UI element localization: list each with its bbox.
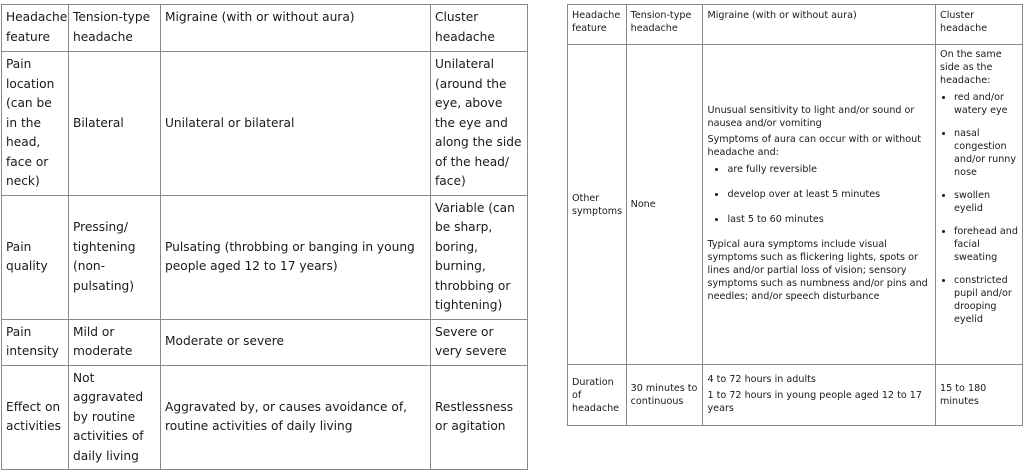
duration-young-text: 1 to 72 hours in young people aged 12 to 17 years [707, 389, 922, 414]
right-header-cluster: Cluster headache [936, 5, 1023, 45]
right-row-duration [568, 365, 1023, 426]
right-header-tension: Tension-type headache [626, 5, 703, 45]
right-row-other-symptoms [568, 45, 1023, 365]
left-header-migraine: Migraine (with or without aura) [161, 5, 431, 52]
left-header-row [2, 5, 528, 52]
effect-feature: Effect on activities [2, 365, 69, 470]
left-row-effect-on-activities [2, 365, 528, 470]
cluster-bullet-item: • nasal congestion and/or runny nose [954, 127, 1018, 179]
cluster-bullet-item: • swollen eyelid [954, 189, 1018, 215]
effect-migraine: Aggravated by, or causes avoidance of, routine activities of daily living [161, 365, 431, 470]
cluster-bullet-item: • forehead and facial sweating [954, 225, 1018, 264]
cluster-intro-text: On the same side as the headache: [940, 49, 1002, 86]
pain-quality-feature: Pain quality [2, 195, 69, 319]
effect-tension: Not aggravated by routine activities of daily living [69, 365, 161, 470]
effect-cluster: Restlessness or agitation [431, 365, 528, 470]
duration-tension: 30 minutes to continuous [626, 365, 703, 426]
duration-migraine [703, 365, 936, 426]
cluster-bullet-item: • red and/or watery eye [954, 91, 1018, 117]
pain-location-cluster: Unilateral (around the eye, above the eye and along the side of the head/ face) [431, 52, 528, 196]
aura-bullet-list [707, 163, 931, 226]
pain-location-migraine: Unilateral or bilateral [161, 52, 431, 196]
pain-intensity-feature: Pain intensity [2, 319, 69, 365]
migraine-typical-aura-text: Typical aura symptoms include visual symptoms such as flickering lights, spots or lines and/or partial loss of vision; sensory symptoms such as numbness and/or pins and needles; and/or speech disturbance [707, 238, 928, 302]
cluster-bullet-item: • constricted pupil and/or drooping eyelid [954, 274, 1018, 326]
left-row-pain-intensity [2, 319, 528, 365]
pain-intensity-migraine: Moderate or severe [161, 319, 431, 365]
duration-cluster: 15 to 180 minutes [936, 365, 1023, 426]
left-header-feature: Headache feature [2, 5, 69, 52]
pain-location-feature: Pain location (can be in the head, face or neck) [2, 52, 69, 196]
duration-feature: Duration of headache [568, 365, 627, 426]
migraine-aura-intro-text: Symptoms of aura can occur with or without headache and: [707, 133, 921, 158]
right-headache-table [567, 4, 1023, 426]
right-header-feature: Headache feature [568, 5, 627, 45]
other-symptoms-migraine [703, 45, 936, 365]
right-header-migraine: Migraine (with or without aura) [703, 5, 936, 45]
left-row-pain-quality [2, 195, 528, 319]
pain-location-tension: Bilateral [69, 52, 161, 196]
cluster-bullet-list [940, 91, 1018, 326]
other-symptoms-tension: None [626, 45, 703, 365]
left-headache-table [1, 4, 528, 470]
left-header-cluster: Cluster headache [431, 5, 528, 52]
aura-bullet-item: • last 5 to 60 minutes [727, 213, 931, 226]
right-header-row [568, 5, 1023, 45]
pain-intensity-cluster: Severe or very severe [431, 319, 528, 365]
migraine-sensitivity-text: Unusual sensitivity to light and/or sound or nausea and/or vomiting [707, 104, 915, 129]
left-header-tension: Tension-type headache [69, 5, 161, 52]
pain-quality-migraine: Pulsating (throbbing or banging in young people aged 12 to 17 years) [161, 195, 431, 319]
pain-quality-tension: Pressing/ tightening (non-pulsating) [69, 195, 161, 319]
aura-bullet-item: • are fully reversible [727, 163, 931, 176]
pain-intensity-tension: Mild or moderate [69, 319, 161, 365]
other-symptoms-feature: Other symptoms [568, 45, 627, 365]
duration-adults-text: 4 to 72 hours in adults [707, 373, 816, 385]
pain-quality-cluster: Variable (can be sharp, boring, burning, throbbing or tightening) [431, 195, 528, 319]
other-symptoms-cluster [936, 45, 1023, 365]
aura-bullet-item: • develop over at least 5 minutes [727, 188, 931, 201]
left-row-pain-location [2, 52, 528, 196]
